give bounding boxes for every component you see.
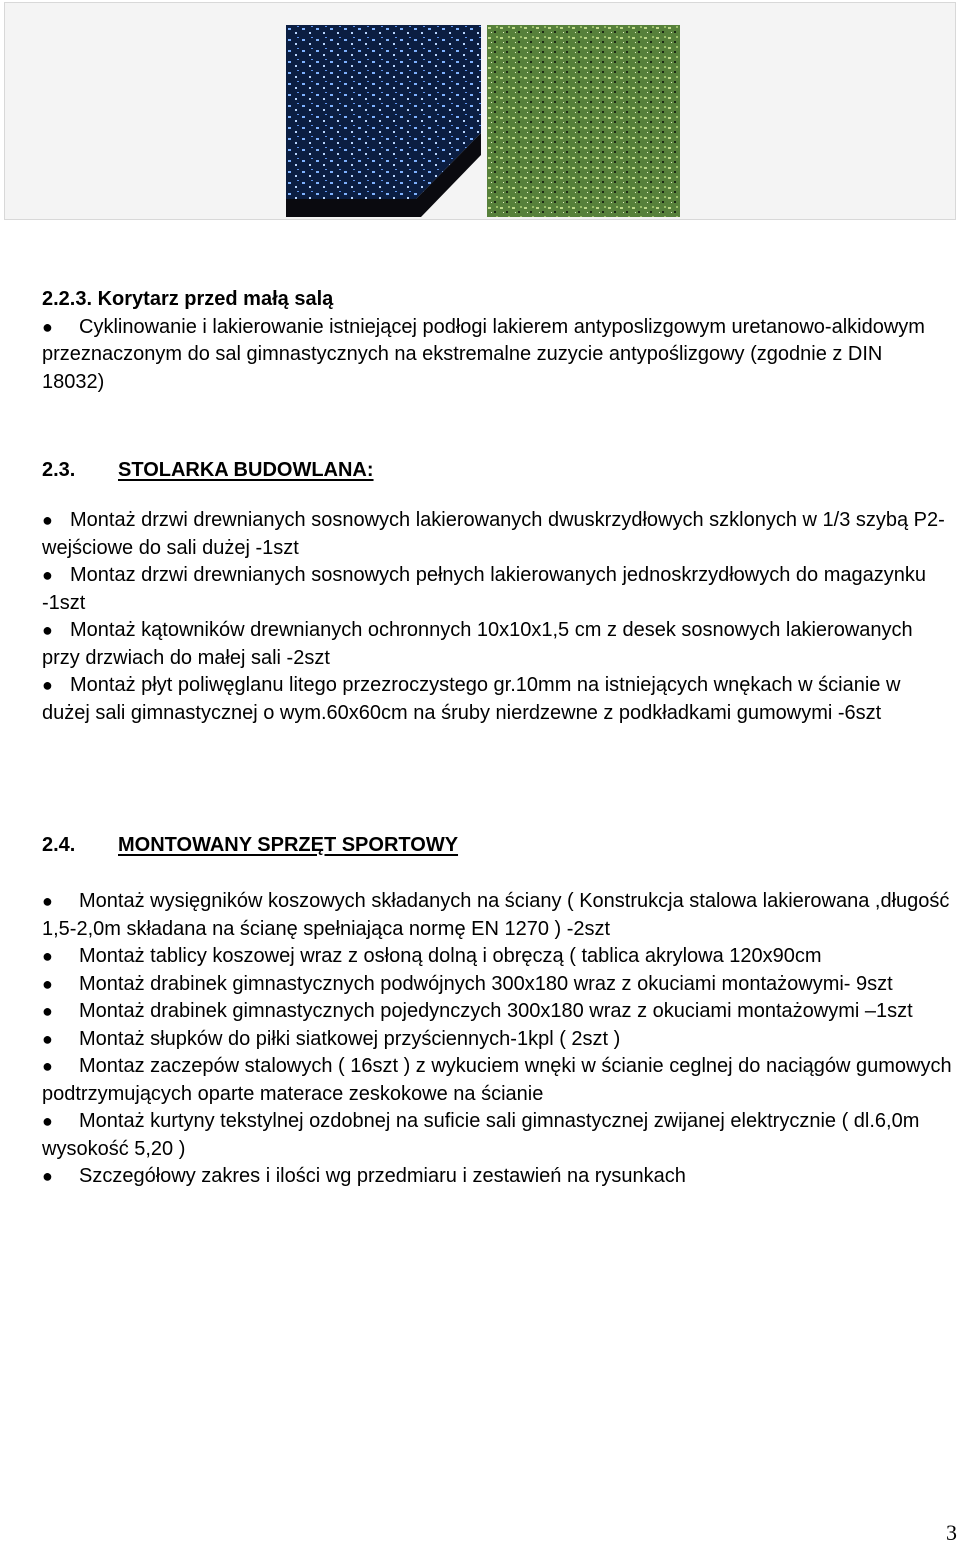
section-heading: 2.2.3. Korytarz przed małą salą	[42, 288, 334, 310]
list-item: ● Montaż wysięgników koszowych składanych na ściany ( Konstrukcja stalowa lakierowana ,długość 1,5-2,0m składana na ścianę spełniająca normę EN 1270 ) -2szt	[42, 890, 950, 940]
section-2-3	[42, 457, 947, 485]
list-item: ● Montaż płyt poliwęglanu litego przezroczystego gr.10mm na istniejących wnękach w ścianie w dużej sali gimnastycznej o wym.60x60cm na śruby nierdzewne z podkładkami gumowymi -6szt	[42, 674, 901, 724]
bullet-icon: ●	[42, 1056, 53, 1076]
image-strip	[4, 2, 956, 220]
section-heading: 2.3. STOLARKA BUDOWLANA:	[42, 459, 374, 481]
bullet-icon: ●	[42, 620, 53, 640]
bullet-icon: ●	[42, 675, 53, 695]
bullet-icon: ●	[42, 891, 53, 911]
list-2-3	[42, 507, 947, 727]
section-2-2-3	[42, 286, 947, 396]
bullet-icon: ●	[42, 510, 53, 530]
bullet-icon: ●	[42, 1166, 53, 1186]
bullet-icon: ●	[42, 946, 53, 966]
bullet-icon: ●	[42, 316, 53, 337]
section-2-4	[42, 832, 947, 860]
list-item: ● Montaż drzwi drewnianych sosnowych lakierowanych dwuskrzydłowych szklonych w 1/3 szybą P2- wejściowe do sali dużej -1szt	[42, 509, 945, 559]
list-item: ● Montaz drzwi drewnianych sosnowych pełnych lakierowanych jednoskrzydłowych do magazynku -1szt	[42, 564, 926, 614]
blue-flooring-sample-image	[286, 25, 481, 217]
list-item: ● Montaż tablicy koszowej wraz z osłoną dolną i obręczą ( tablica akrylowa 120x90cm	[42, 943, 957, 971]
bullet-icon: ●	[42, 1001, 53, 1021]
list-item: ● Montaż drabinek gimnastycznych podwójnych 300x180 wraz z okuciami montażowymi- 9szt	[42, 971, 957, 999]
bullet-icon: ●	[42, 1028, 53, 1049]
list-item: ● Szczegółowy zakres i ilości wg przedmiaru i zestawień na rysunkach	[42, 1163, 957, 1191]
section-heading: 2.4. MONTOWANY SPRZĘT SPORTOWY	[42, 834, 459, 856]
page-number: 3	[946, 1520, 957, 1545]
list-item: ● Montaż słupków do piłki siatkowej przyściennych-1kpl ( 2szt )	[42, 1026, 957, 1054]
bullet-icon: ●	[42, 973, 53, 994]
list-item: ● Montaż kurtyny tekstylnej ozdobnej na suficie sali gimnastycznej zwijanej elektrycznie ( dl.6,0m wysokość 5,20 )	[42, 1110, 920, 1160]
bullet-icon: ●	[42, 1111, 53, 1131]
list-2-4	[42, 888, 957, 1191]
bullet-icon: ●	[42, 565, 53, 585]
list-item: ● Montaz zaczepów stalowych ( 16szt ) z wykuciem wnęki w ścianie ceglnej do naciągów gumowych podtrzymujących oparte materace zeskokowe na ścianie	[42, 1055, 952, 1105]
green-flooring-sample-image	[487, 25, 680, 217]
list-item: ● Cyklinowanie i lakierowanie istniejącej podłogi lakierem antyposlizgowym uretanowo-alkidowym przeznaczonym do sal gimnastycznych na ekstremalne zuzycie antypoślizgowy (zgodnie z DIN 18032)	[42, 315, 925, 393]
list-item: ● Montaż kątowników drewnianych ochronnych 10x10x1,5 cm z desek sosnowych lakierowanych przy drzwiach do małej sali -2szt	[42, 619, 913, 669]
list-item: ● Montaż drabinek gimnastycznych pojedynczych 300x180 wraz z okuciami montażowymi –1szt	[42, 998, 957, 1026]
